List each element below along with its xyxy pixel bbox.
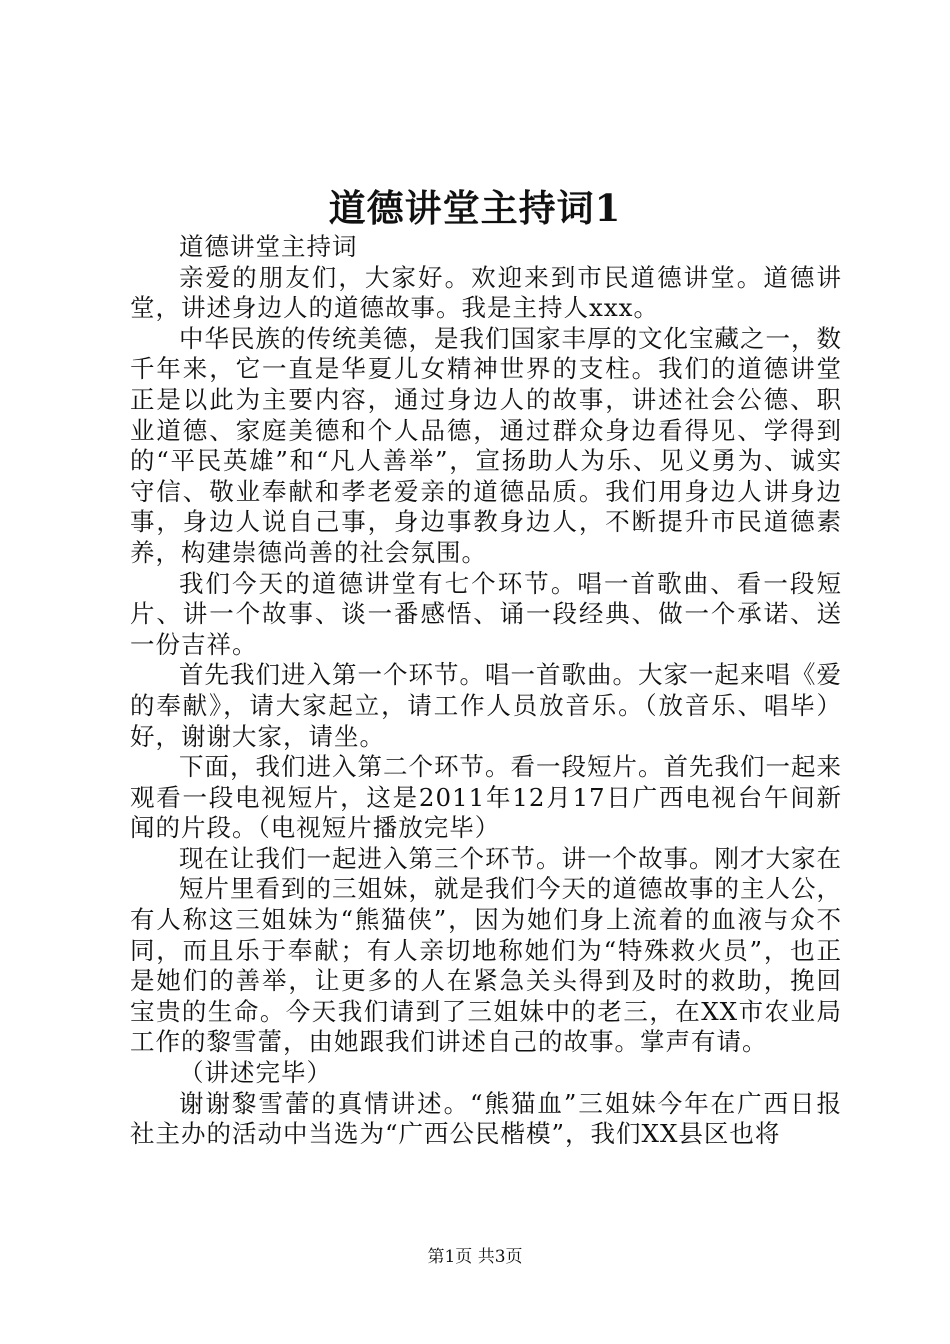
- paragraph: 道德讲堂主持词: [179, 232, 358, 261]
- paragraph: 短片里看到的三姐妹，就是我们今天的道德故事的主人公，有人称这三姐妹为“熊猫侠”，因为她们身上流着的血液与众不同，而且乐于奉献；有人亲切地称她们为“特殊救火员”，也正是她们的善举，让更多的人在紧急关头得到及时的救助，挽回宝贵的生命。今天我们请到了三姐妹中的老三，在XX市农业局工作的黎雪蕾，由她跟我们讲述自己的故事。掌声有请。: [130, 874, 842, 1057]
- paragraph: 中华民族的传统美德，是我们国家丰厚的文化宝藏之一，数千年来，它一直是华夏儿女精神世界的支柱。我们的道德讲堂正是以此为主要内容，通过身边人的故事，讲述社会公德、职业道德、家庭美德和个人品德，通过群众身边看得见、学得到的“平民英雄”和“凡人善举”，宣扬助人为乐、见义勇为、诚实守信、敬业奉献和孝老爱亲的道德品质。我们用身边人讲身边事，身边人说自己事，身边事教身边人，不断提升市民道德素养，构建崇德尚善的社会氛围。: [130, 323, 842, 567]
- document-title: 道德讲堂主持词1: [328, 186, 622, 230]
- paragraph: （讲述完毕）: [179, 1058, 332, 1088]
- paragraph: 首先我们进入第一个环节。唱一首歌曲。大家一起来唱《爱的奉献》，请大家起立，请工作人员放音乐。（放音乐、唱毕）好，谢谢大家，请坐。: [130, 660, 842, 751]
- paragraph: 我们今天的道德讲堂有七个环节。唱一首歌曲、看一段短片、讲一个故事、谈一番感悟、诵一段经典、做一个承诺、送一份吉祥。: [130, 568, 842, 659]
- paragraph: 现在让我们一起进入第三个环节。讲一个故事。刚才大家在: [179, 843, 842, 873]
- paragraph: 谢谢黎雪蕾的真情讲述。“熊猫血”三姐妹今年在广西日报社主办的活动中当选为“广西公民楷模”，我们XX县区也将: [130, 1088, 842, 1149]
- document-body: [130, 232, 842, 1150]
- page-footer: 第1页 共3页: [427, 1247, 523, 1267]
- paragraph: 亲爱的朋友们，大家好。欢迎来到市民道德讲堂。道德讲堂，讲述身边人的道德故事。我是主持人xxx。: [130, 262, 842, 323]
- paragraph: 下面，我们进入第二个环节。看一段短片。首先我们一起来观看一段电视短片，这是2011年12月17日广西电视台午间新闻的片段。（电视短片播放完毕）: [130, 752, 842, 843]
